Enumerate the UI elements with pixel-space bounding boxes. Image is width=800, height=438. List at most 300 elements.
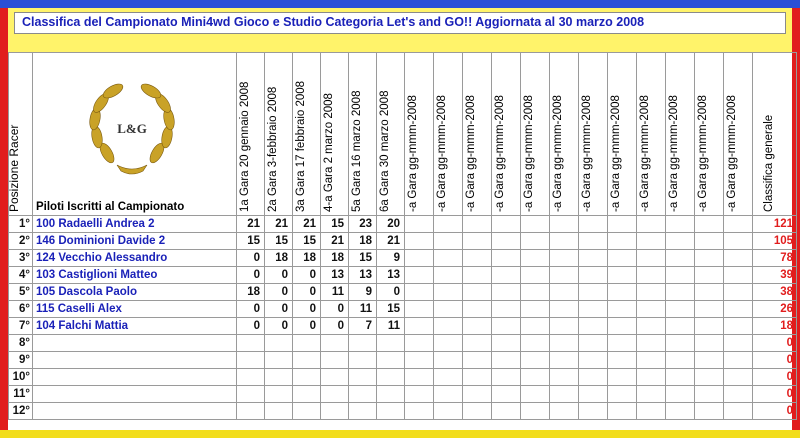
score-cell[interactable] — [377, 352, 405, 369]
score-cell[interactable] — [521, 403, 550, 420]
score-cell[interactable] — [550, 403, 579, 420]
score-cell[interactable] — [463, 301, 492, 318]
score-cell[interactable] — [434, 250, 463, 267]
score-cell[interactable] — [463, 335, 492, 352]
score-cell[interactable] — [492, 267, 521, 284]
race-header-label: 1a Gara 20 gennaio 2008 — [238, 81, 251, 212]
score-cell[interactable] — [521, 352, 550, 369]
score-cell[interactable] — [463, 352, 492, 369]
score-cell[interactable] — [405, 267, 434, 284]
score-cell[interactable] — [695, 250, 724, 267]
score-cell[interactable] — [637, 318, 666, 335]
score-cell[interactable] — [724, 403, 753, 420]
score-cell[interactable] — [265, 403, 293, 420]
race-header-label: -a Gara gg-mmm-2008 — [668, 95, 680, 212]
score-cell[interactable] — [521, 233, 550, 250]
race-header-label: -a Gara gg-mmm-2008 — [465, 95, 477, 212]
score-cell[interactable] — [637, 301, 666, 318]
score-cell[interactable] — [724, 301, 753, 318]
score-cell[interactable] — [463, 369, 492, 386]
standings-table — [8, 52, 797, 420]
race-header-18 — [724, 53, 753, 216]
score-cell[interactable] — [434, 301, 463, 318]
score-cell[interactable] — [724, 250, 753, 267]
score-cell[interactable]: 0 — [265, 318, 293, 335]
score-cell[interactable] — [463, 216, 492, 233]
score-cell[interactable]: 11 — [321, 284, 349, 301]
score-cell[interactable] — [666, 216, 695, 233]
score-cell[interactable] — [492, 369, 521, 386]
score-cell[interactable] — [666, 352, 695, 369]
score-cell[interactable] — [666, 267, 695, 284]
score-cell[interactable] — [492, 216, 521, 233]
score-cell[interactable] — [434, 267, 463, 284]
position-cell[interactable]: 12° — [9, 403, 33, 420]
score-cell[interactable] — [521, 250, 550, 267]
score-cell[interactable] — [521, 369, 550, 386]
position-cell[interactable]: 11° — [9, 386, 33, 403]
score-cell[interactable]: 9 — [349, 284, 377, 301]
score-cell[interactable] — [550, 386, 579, 403]
score-cell[interactable] — [237, 403, 265, 420]
score-cell[interactable] — [521, 267, 550, 284]
score-cell[interactable] — [434, 284, 463, 301]
score-cell[interactable]: 15 — [377, 301, 405, 318]
score-cell[interactable] — [608, 369, 637, 386]
score-cell[interactable] — [463, 250, 492, 267]
score-cell[interactable] — [637, 352, 666, 369]
score-cell[interactable] — [492, 403, 521, 420]
score-cell[interactable] — [695, 335, 724, 352]
score-cell[interactable]: 0 — [237, 250, 265, 267]
position-cell[interactable]: 4° — [9, 267, 33, 284]
race-header-label: -a Gara gg-mmm-2008 — [494, 95, 506, 212]
score-cell[interactable] — [695, 369, 724, 386]
score-cell[interactable] — [521, 284, 550, 301]
position-cell[interactable]: 3° — [9, 250, 33, 267]
score-cell[interactable] — [463, 318, 492, 335]
score-cell[interactable]: 15 — [293, 233, 321, 250]
score-cell[interactable]: 18 — [237, 284, 265, 301]
header-row — [9, 53, 797, 216]
score-cell[interactable] — [237, 369, 265, 386]
score-cell[interactable] — [521, 216, 550, 233]
score-cell[interactable] — [637, 216, 666, 233]
score-cell[interactable] — [434, 352, 463, 369]
score-cell[interactable] — [637, 233, 666, 250]
score-cell[interactable] — [666, 369, 695, 386]
score-cell[interactable] — [434, 233, 463, 250]
score-cell[interactable]: 18 — [349, 233, 377, 250]
score-cell[interactable] — [608, 318, 637, 335]
score-cell[interactable] — [666, 318, 695, 335]
score-cell[interactable] — [463, 386, 492, 403]
pilot-name-cell[interactable]: 115 Caselli Alex — [33, 301, 237, 318]
score-cell[interactable] — [637, 369, 666, 386]
score-cell[interactable]: 21 — [265, 216, 293, 233]
score-cell[interactable] — [237, 352, 265, 369]
score-cell[interactable] — [492, 352, 521, 369]
score-cell[interactable]: 21 — [293, 216, 321, 233]
score-cell[interactable] — [434, 403, 463, 420]
score-cell[interactable] — [724, 352, 753, 369]
score-cell[interactable] — [405, 233, 434, 250]
score-cell[interactable] — [405, 284, 434, 301]
score-cell[interactable] — [349, 386, 377, 403]
score-cell[interactable] — [463, 284, 492, 301]
position-cell[interactable]: 6° — [9, 301, 33, 318]
score-cell[interactable] — [695, 318, 724, 335]
table-row — [9, 335, 797, 352]
score-cell[interactable] — [321, 369, 349, 386]
score-cell[interactable] — [265, 369, 293, 386]
score-cell[interactable] — [608, 403, 637, 420]
score-cell[interactable] — [550, 352, 579, 369]
race-header-4 — [321, 53, 349, 216]
table-row — [9, 318, 797, 335]
score-cell[interactable] — [608, 233, 637, 250]
race-header-8 — [434, 53, 463, 216]
score-cell[interactable] — [293, 335, 321, 352]
score-cell[interactable] — [695, 284, 724, 301]
score-cell[interactable] — [377, 386, 405, 403]
race-header-2 — [265, 53, 293, 216]
position-cell[interactable]: 7° — [9, 318, 33, 335]
score-cell[interactable] — [321, 335, 349, 352]
score-cell[interactable]: 15 — [237, 233, 265, 250]
total-score-cell[interactable]: 0 — [753, 335, 797, 352]
score-cell[interactable] — [492, 284, 521, 301]
score-cell[interactable] — [724, 216, 753, 233]
score-cell[interactable] — [405, 403, 434, 420]
score-cell[interactable] — [579, 301, 608, 318]
score-cell[interactable] — [405, 318, 434, 335]
race-header-label: -a Gara gg-mmm-2008 — [523, 95, 535, 212]
score-cell[interactable] — [349, 335, 377, 352]
score-cell[interactable]: 0 — [265, 267, 293, 284]
score-cell[interactable]: 23 — [349, 216, 377, 233]
score-cell[interactable] — [434, 335, 463, 352]
table-row — [9, 301, 797, 318]
score-cell[interactable] — [695, 267, 724, 284]
race-header-13 — [579, 53, 608, 216]
race-header-3 — [293, 53, 321, 216]
pilot-name-cell[interactable] — [33, 386, 237, 403]
table-row — [9, 284, 797, 301]
score-cell[interactable] — [695, 301, 724, 318]
score-cell[interactable]: 21 — [321, 233, 349, 250]
score-cell[interactable] — [666, 233, 695, 250]
score-cell[interactable] — [608, 301, 637, 318]
score-cell[interactable]: 13 — [349, 267, 377, 284]
race-header-label: -a Gara gg-mmm-2008 — [697, 95, 709, 212]
score-cell[interactable]: 0 — [293, 301, 321, 318]
race-header-label: -a Gara gg-mmm-2008 — [581, 95, 593, 212]
score-cell[interactable] — [463, 267, 492, 284]
score-cell[interactable]: 11 — [377, 318, 405, 335]
race-header-label: -a Gara gg-mmm-2008 — [407, 95, 419, 212]
total-score-cell[interactable]: 18 — [753, 318, 797, 335]
score-cell[interactable]: 0 — [293, 267, 321, 284]
score-cell[interactable] — [405, 352, 434, 369]
score-cell[interactable] — [695, 233, 724, 250]
score-cell[interactable] — [724, 267, 753, 284]
left-border — [0, 8, 8, 438]
score-cell[interactable]: 0 — [265, 301, 293, 318]
score-cell[interactable] — [637, 250, 666, 267]
race-header-label: -a Gara gg-mmm-2008 — [436, 95, 448, 212]
score-cell[interactable] — [405, 369, 434, 386]
race-header-11 — [521, 53, 550, 216]
score-cell[interactable] — [237, 335, 265, 352]
score-cell[interactable]: 21 — [237, 216, 265, 233]
score-cell[interactable] — [521, 318, 550, 335]
score-cell[interactable] — [293, 369, 321, 386]
score-cell[interactable] — [377, 335, 405, 352]
total-score-cell[interactable]: 0 — [753, 369, 797, 386]
position-cell[interactable]: 5° — [9, 284, 33, 301]
score-cell[interactable] — [321, 386, 349, 403]
score-cell[interactable] — [550, 233, 579, 250]
score-cell[interactable] — [695, 216, 724, 233]
score-cell[interactable]: 13 — [321, 267, 349, 284]
score-cell[interactable] — [293, 403, 321, 420]
score-cell[interactable] — [349, 369, 377, 386]
score-cell[interactable]: 18 — [265, 250, 293, 267]
score-cell[interactable] — [405, 250, 434, 267]
score-cell[interactable] — [608, 284, 637, 301]
score-cell[interactable] — [579, 233, 608, 250]
race-header-label: -a Gara gg-mmm-2008 — [552, 95, 564, 212]
pilot-name-cell[interactable]: 105 Dascola Paolo — [33, 284, 237, 301]
race-header-label: 6a Gara 30 marzo 2008 — [378, 90, 391, 212]
score-cell[interactable] — [434, 216, 463, 233]
score-cell[interactable] — [550, 284, 579, 301]
score-cell[interactable]: 0 — [237, 318, 265, 335]
top-border — [0, 0, 800, 8]
score-cell[interactable] — [550, 318, 579, 335]
score-cell[interactable] — [666, 403, 695, 420]
score-cell[interactable]: 0 — [321, 301, 349, 318]
position-header-label: Posizione Racer — [6, 124, 21, 212]
page-title: Classifica del Campionato Mini4wd Gioco e Studio Categoria Let's and GO!! Aggiornata al 30 marzo 2008 — [22, 15, 645, 29]
table-row — [9, 233, 797, 250]
total-score-cell[interactable]: 105 — [753, 233, 797, 250]
laurel-wreath-logo — [77, 73, 187, 183]
score-cell[interactable] — [666, 250, 695, 267]
table-row — [9, 403, 797, 420]
score-cell[interactable] — [521, 335, 550, 352]
pilot-name-cell[interactable] — [33, 403, 237, 420]
score-cell[interactable] — [637, 267, 666, 284]
position-cell[interactable]: 8° — [9, 335, 33, 352]
score-cell[interactable] — [521, 386, 550, 403]
score-cell[interactable] — [637, 386, 666, 403]
score-cell[interactable] — [695, 352, 724, 369]
score-cell[interactable]: 0 — [237, 267, 265, 284]
score-cell[interactable] — [724, 233, 753, 250]
race-header-label: 3a Gara 17 febbraio 2008 — [294, 80, 307, 212]
score-cell[interactable] — [637, 284, 666, 301]
score-cell[interactable] — [349, 352, 377, 369]
score-cell[interactable] — [321, 403, 349, 420]
score-cell[interactable]: 15 — [349, 250, 377, 267]
score-cell[interactable]: 0 — [293, 284, 321, 301]
score-cell[interactable] — [637, 403, 666, 420]
score-cell[interactable] — [695, 403, 724, 420]
score-cell[interactable] — [265, 386, 293, 403]
score-cell[interactable] — [434, 318, 463, 335]
total-score-cell[interactable]: 38 — [753, 284, 797, 301]
score-cell[interactable] — [463, 403, 492, 420]
score-cell[interactable] — [666, 284, 695, 301]
score-cell[interactable] — [492, 386, 521, 403]
score-cell[interactable]: 0 — [293, 318, 321, 335]
score-cell[interactable] — [434, 369, 463, 386]
total-score-cell[interactable]: 0 — [753, 386, 797, 403]
race-header-5 — [349, 53, 377, 216]
score-cell[interactable] — [579, 284, 608, 301]
score-cell[interactable] — [579, 335, 608, 352]
position-cell[interactable]: 1° — [9, 216, 33, 233]
score-cell[interactable]: 9 — [377, 250, 405, 267]
score-cell[interactable] — [724, 386, 753, 403]
score-cell[interactable] — [550, 216, 579, 233]
score-cell[interactable] — [237, 386, 265, 403]
score-cell[interactable] — [579, 250, 608, 267]
total-score-cell[interactable]: 0 — [753, 352, 797, 369]
score-cell[interactable] — [405, 301, 434, 318]
score-cell[interactable]: 0 — [237, 301, 265, 318]
total-header-label: Classifica generale — [762, 114, 775, 212]
score-cell[interactable] — [492, 318, 521, 335]
score-cell[interactable] — [463, 233, 492, 250]
score-cell[interactable] — [666, 386, 695, 403]
pilot-name-cell[interactable] — [33, 352, 237, 369]
score-cell[interactable] — [550, 250, 579, 267]
score-cell[interactable] — [492, 250, 521, 267]
score-cell[interactable]: 11 — [349, 301, 377, 318]
race-header-label: -a Gara gg-mmm-2008 — [726, 95, 738, 212]
score-cell[interactable] — [550, 301, 579, 318]
score-cell[interactable] — [724, 335, 753, 352]
score-cell[interactable] — [492, 233, 521, 250]
score-cell[interactable] — [434, 386, 463, 403]
score-cell[interactable] — [265, 335, 293, 352]
score-cell[interactable] — [377, 369, 405, 386]
pilot-name-cell[interactable]: 124 Vecchio Alessandro — [33, 250, 237, 267]
total-score-cell[interactable]: 39 — [753, 267, 797, 284]
total-score-cell[interactable]: 121 — [753, 216, 797, 233]
score-cell[interactable]: 15 — [265, 233, 293, 250]
score-cell[interactable] — [724, 318, 753, 335]
score-cell[interactable] — [608, 216, 637, 233]
score-cell[interactable] — [579, 216, 608, 233]
score-cell[interactable] — [608, 267, 637, 284]
total-score-cell[interactable]: 0 — [753, 403, 797, 420]
score-cell[interactable] — [265, 352, 293, 369]
score-cell[interactable] — [405, 335, 434, 352]
score-cell[interactable]: 18 — [321, 250, 349, 267]
score-cell[interactable] — [377, 403, 405, 420]
score-cell[interactable]: 15 — [321, 216, 349, 233]
race-header-12 — [550, 53, 579, 216]
pilot-name-cell[interactable] — [33, 369, 237, 386]
race-header-14 — [608, 53, 637, 216]
race-header-label: 5a Gara 16 marzo 2008 — [350, 90, 363, 212]
score-cell[interactable]: 7 — [349, 318, 377, 335]
score-cell[interactable]: 0 — [377, 284, 405, 301]
race-header-15 — [637, 53, 666, 216]
score-cell[interactable] — [724, 284, 753, 301]
score-cell[interactable] — [724, 369, 753, 386]
race-header-label: 4-a Gara 2 marzo 2008 — [322, 93, 335, 212]
position-cell[interactable]: 2° — [9, 233, 33, 250]
score-cell[interactable] — [579, 352, 608, 369]
pilot-name-cell[interactable]: 146 Dominioni Davide 2 — [33, 233, 237, 250]
logo-text: L&G — [117, 121, 147, 136]
score-cell[interactable] — [579, 369, 608, 386]
score-cell[interactable]: 0 — [265, 284, 293, 301]
score-cell[interactable]: 0 — [321, 318, 349, 335]
score-cell[interactable] — [321, 352, 349, 369]
score-cell[interactable] — [695, 386, 724, 403]
pilot-name-cell[interactable]: 100 Radaelli Andrea 2 — [33, 216, 237, 233]
score-cell[interactable] — [293, 352, 321, 369]
score-cell[interactable] — [579, 386, 608, 403]
position-cell[interactable]: 10° — [9, 369, 33, 386]
score-cell[interactable] — [550, 335, 579, 352]
total-score-cell[interactable]: 78 — [753, 250, 797, 267]
score-cell[interactable] — [521, 301, 550, 318]
pilot-name-cell[interactable] — [33, 335, 237, 352]
score-cell[interactable]: 21 — [377, 233, 405, 250]
score-cell[interactable]: 13 — [377, 267, 405, 284]
score-cell[interactable] — [666, 335, 695, 352]
score-cell[interactable] — [405, 216, 434, 233]
table-row — [9, 216, 797, 233]
score-cell[interactable] — [666, 301, 695, 318]
score-cell[interactable]: 20 — [377, 216, 405, 233]
race-header-6 — [377, 53, 405, 216]
score-cell[interactable] — [405, 386, 434, 403]
score-cell[interactable] — [608, 335, 637, 352]
score-cell[interactable] — [293, 386, 321, 403]
pilot-name-cell[interactable]: 104 Falchi Mattia — [33, 318, 237, 335]
score-cell[interactable] — [550, 267, 579, 284]
spacer-band — [8, 38, 792, 52]
score-cell[interactable] — [608, 386, 637, 403]
pilots-header: Piloti Iscritti al Campionato — [36, 201, 185, 213]
score-cell[interactable] — [579, 318, 608, 335]
pilot-name-cell[interactable]: 103 Castiglioni Matteo — [33, 267, 237, 284]
score-cell[interactable] — [492, 301, 521, 318]
score-cell[interactable] — [608, 250, 637, 267]
score-cell[interactable] — [349, 403, 377, 420]
race-header-16 — [666, 53, 695, 216]
score-cell[interactable] — [579, 403, 608, 420]
race-header-label: -a Gara gg-mmm-2008 — [610, 95, 622, 212]
race-header-1 — [237, 53, 265, 216]
score-cell[interactable] — [550, 369, 579, 386]
score-cell[interactable] — [608, 352, 637, 369]
score-cell[interactable]: 18 — [293, 250, 321, 267]
total-score-cell[interactable]: 26 — [753, 301, 797, 318]
score-cell[interactable] — [492, 335, 521, 352]
score-cell[interactable] — [637, 335, 666, 352]
score-cell[interactable] — [579, 267, 608, 284]
position-cell[interactable]: 9° — [9, 352, 33, 369]
